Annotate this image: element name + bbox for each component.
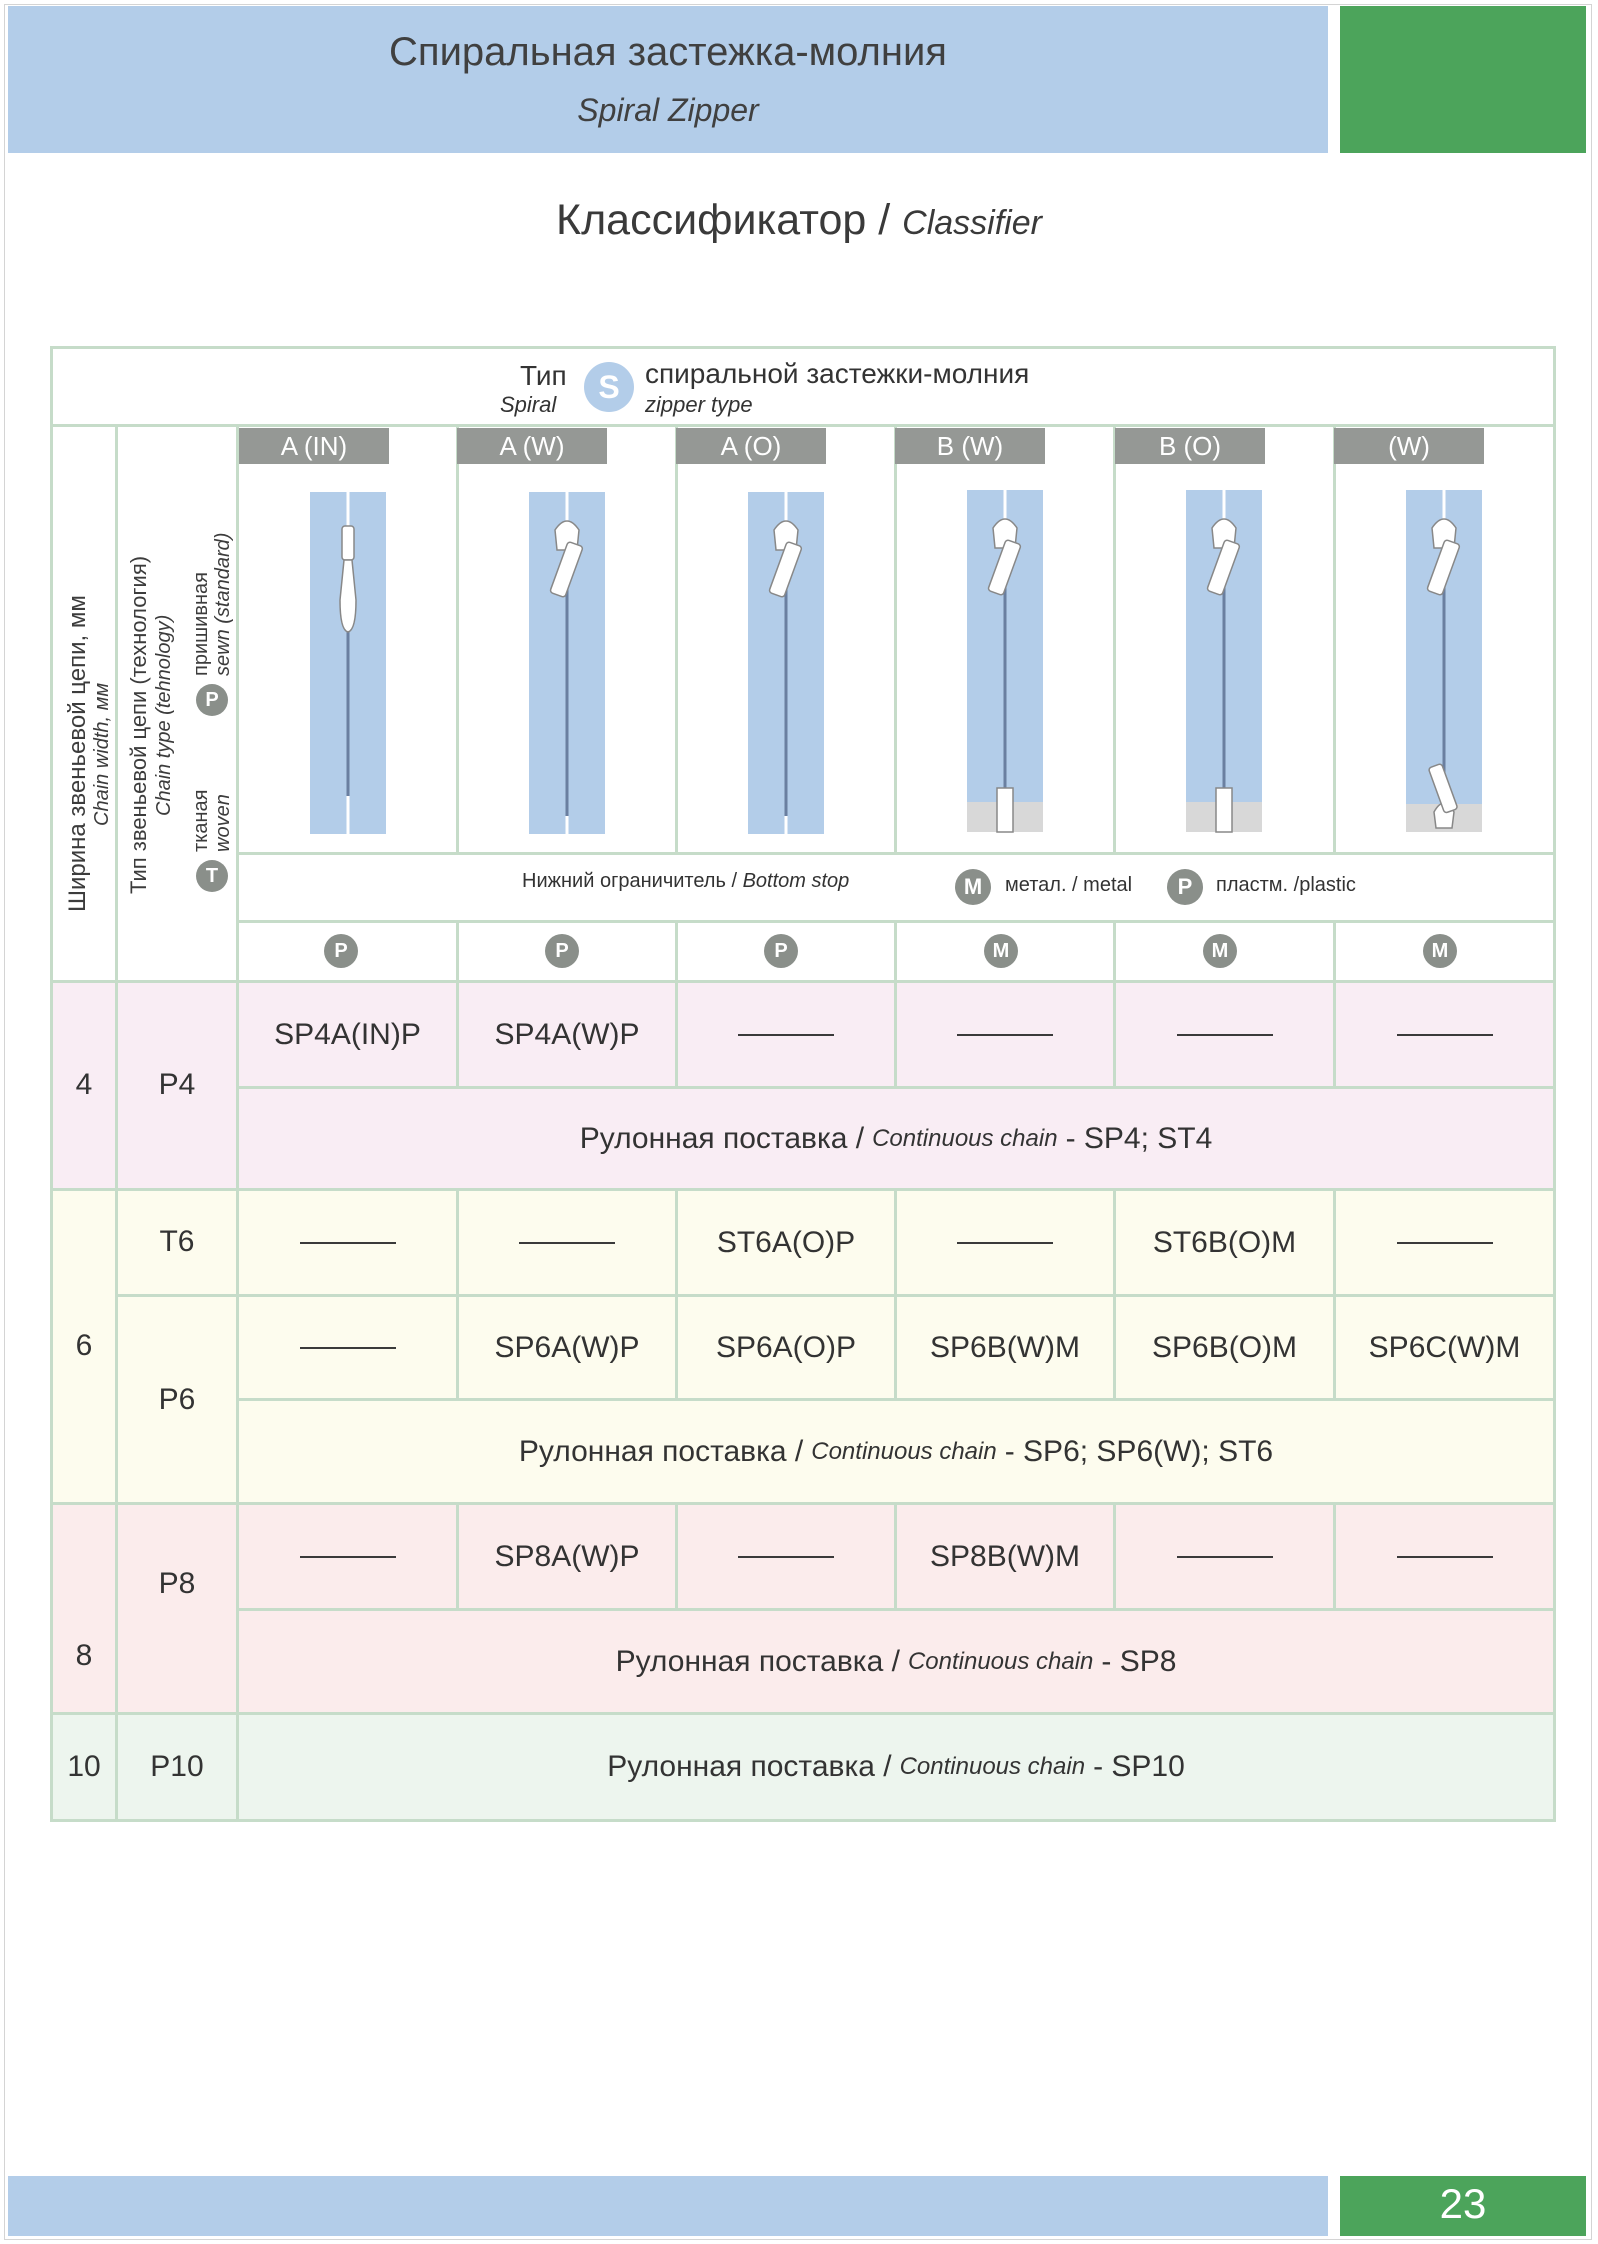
dash-mark: [1397, 1242, 1493, 1244]
empty-cell: [1116, 1505, 1333, 1608]
chain-en: Continuous chain: [907, 1647, 1094, 1675]
empty-cell: [239, 1297, 456, 1398]
code-cell: SP6A(W)P: [494, 1330, 640, 1364]
column-label-a-o: A (O): [676, 428, 826, 464]
empty-cell: [239, 1505, 456, 1608]
type-p10-cell: P10: [150, 1749, 204, 1783]
empty-cell: [1336, 1505, 1553, 1608]
sewn-legend: [190, 533, 234, 716]
column-label-a-in: A (IN): [239, 428, 389, 464]
woven-text: [190, 790, 234, 852]
type-label-en: Spiral: [500, 392, 557, 417]
dash-mark: [300, 1347, 396, 1349]
sewn-text: [190, 533, 234, 676]
sewn-en: sewn (standard): [212, 532, 234, 676]
bottom-stop-ru: Нижний ограничитель /: [522, 870, 738, 892]
dash-mark: [957, 1242, 1053, 1244]
header-subtitle: Spiral Zipper: [577, 92, 759, 128]
code-cell: SP6B(W)M: [930, 1330, 1080, 1364]
page-number: 23: [1439, 2180, 1487, 2227]
stop-code-w: M: [1423, 934, 1457, 968]
empty-cell: [1336, 983, 1553, 1086]
grid-line: [894, 424, 897, 852]
page-title: [0, 196, 1598, 245]
chain-width-label-ru: Ширина звеньевой цепи, мм: [64, 595, 91, 912]
empty-cell: [239, 1191, 456, 1294]
code-cell: ST6B(O)M: [1152, 1225, 1297, 1259]
grid-line: [50, 424, 1556, 427]
width-10-cell: 10: [67, 1749, 101, 1783]
type-p6-cell: P6: [158, 1382, 196, 1416]
type-label-ru: Тип: [520, 360, 567, 391]
stop-code-a-in: P: [324, 934, 358, 968]
chain-codes: - SP10: [1093, 1749, 1185, 1783]
type-main-ru: спиральной застежки-молния: [645, 358, 1030, 389]
chain-ru: Рулонная поставка /: [579, 1121, 865, 1155]
grid-line: [1113, 424, 1116, 852]
width-8-cell: 8: [75, 1639, 93, 1672]
continuous-chain-6: [239, 1401, 1553, 1502]
dash-mark: [1397, 1034, 1493, 1036]
chain-ru: Рулонная поставка /: [518, 1434, 804, 1468]
dash-mark: [1397, 1556, 1493, 1558]
stop-code-a-o: P: [764, 934, 798, 968]
dash-mark: [300, 1556, 396, 1558]
empty-cell: [459, 1191, 675, 1294]
dash-mark: [1177, 1034, 1273, 1036]
dash-mark: [957, 1034, 1053, 1036]
chain-ru: Рулонная поставка /: [607, 1749, 892, 1783]
zipper-a-in-illustration: [308, 490, 388, 836]
code-cell: SP4A(W)P: [494, 1017, 640, 1051]
plastic-label: пластм. /plastic: [1216, 874, 1356, 896]
continuous-chain-4: [239, 1089, 1553, 1188]
code-cell: SP6A(O)P: [715, 1330, 857, 1364]
column-label-b-o: B (O): [1115, 428, 1265, 464]
code-cell: SP6B(O)M: [1151, 1330, 1298, 1364]
type-p4-cell: P4: [158, 1068, 196, 1101]
zipper-w-illustration: [1404, 488, 1484, 834]
width-4-cell: 4: [75, 1068, 93, 1101]
continuous-chain-10: [239, 1714, 1553, 1819]
type-p8-label: P8: [158, 1567, 196, 1600]
column-label-w: (W): [1334, 428, 1484, 464]
grid-line: [237, 852, 1556, 855]
grid-line: [675, 424, 678, 852]
header-title: Спиральная застежка-молния: [389, 30, 947, 74]
chain-en: Continuous chain: [872, 1124, 1058, 1152]
width-6-cell: 6: [75, 1329, 93, 1362]
code-cell: SP6C(W)M: [1368, 1330, 1521, 1364]
continuous-chain-8: [239, 1611, 1553, 1712]
dash-mark: [1177, 1556, 1273, 1558]
type-p8-cell: [118, 1504, 236, 1712]
chain-ru: Рулонная поставка /: [615, 1644, 900, 1678]
column-label-b-w: B (W): [895, 428, 1045, 464]
chain-en: Continuous chain: [899, 1752, 1086, 1780]
chain-codes: - SP6; SP6(W); ST6: [1004, 1434, 1274, 1468]
grid-line: [456, 424, 459, 852]
stop-code-a-w: P: [545, 934, 579, 968]
empty-cell: [1336, 1191, 1553, 1294]
spiral-type-badge: S: [584, 362, 634, 412]
chain-en: Continuous chain: [811, 1437, 997, 1465]
code-cell: SP8A(W)P: [494, 1539, 640, 1573]
dash-mark: [738, 1556, 834, 1558]
header-band: [8, 6, 1328, 153]
plastic-badge: P: [1167, 869, 1203, 905]
dash-mark: [738, 1034, 834, 1036]
bottom-stop-en: Bottom stop: [742, 870, 850, 892]
page-title-ru: Классификатор: [556, 196, 867, 244]
code-cell: SP4A(IN)P: [274, 1017, 421, 1051]
empty-cell: [678, 983, 894, 1086]
dash-mark: [300, 1242, 396, 1244]
woven-badge: T: [196, 860, 228, 892]
chain-width-label-en: Chain width, мм: [91, 682, 113, 826]
stop-code-b-w: M: [984, 934, 1018, 968]
empty-cell: [1116, 983, 1333, 1086]
footer-band: [8, 2176, 1328, 2236]
bottom-stop-label: [522, 870, 849, 893]
zipper-b-w-illustration: [965, 488, 1045, 834]
column-label-a-w: A (W): [457, 428, 607, 464]
type-t6-cell: T6: [159, 1225, 195, 1258]
grid-line: [1333, 424, 1336, 852]
chain-type-label-en: Chain type (tehnology): [153, 614, 175, 816]
woven-en: woven: [212, 794, 234, 852]
chain-type-label-ru: Тип звеньевой цепи (технология): [126, 555, 151, 894]
code-cell: SP8B(W)M: [930, 1539, 1080, 1573]
zipper-b-o-illustration: [1184, 488, 1264, 834]
sewn-badge: P: [196, 684, 228, 716]
zipper-a-w-illustration: [527, 490, 607, 836]
header-accent: [1340, 6, 1586, 153]
page-title-en: Classifier: [902, 204, 1042, 242]
empty-cell: [678, 1505, 894, 1608]
metal-label: метал. / metal: [1005, 874, 1133, 896]
zipper-a-o-illustration: [746, 490, 826, 836]
metal-badge: M: [955, 869, 991, 905]
woven-legend: [190, 790, 234, 892]
chain-codes: - SP8: [1101, 1644, 1177, 1678]
code-cell: ST6A(O)P: [716, 1225, 856, 1259]
stop-code-b-o: M: [1203, 934, 1237, 968]
dash-mark: [519, 1242, 615, 1244]
type-main-en: zipper type: [645, 392, 753, 417]
empty-cell: [897, 1191, 1113, 1294]
sewn-ru: пришивная: [190, 572, 212, 676]
empty-cell: [897, 983, 1113, 1086]
chain-codes: - SP4; ST4: [1065, 1121, 1213, 1155]
page-title-sep: /: [866, 196, 903, 244]
woven-ru: тканая: [190, 789, 212, 852]
